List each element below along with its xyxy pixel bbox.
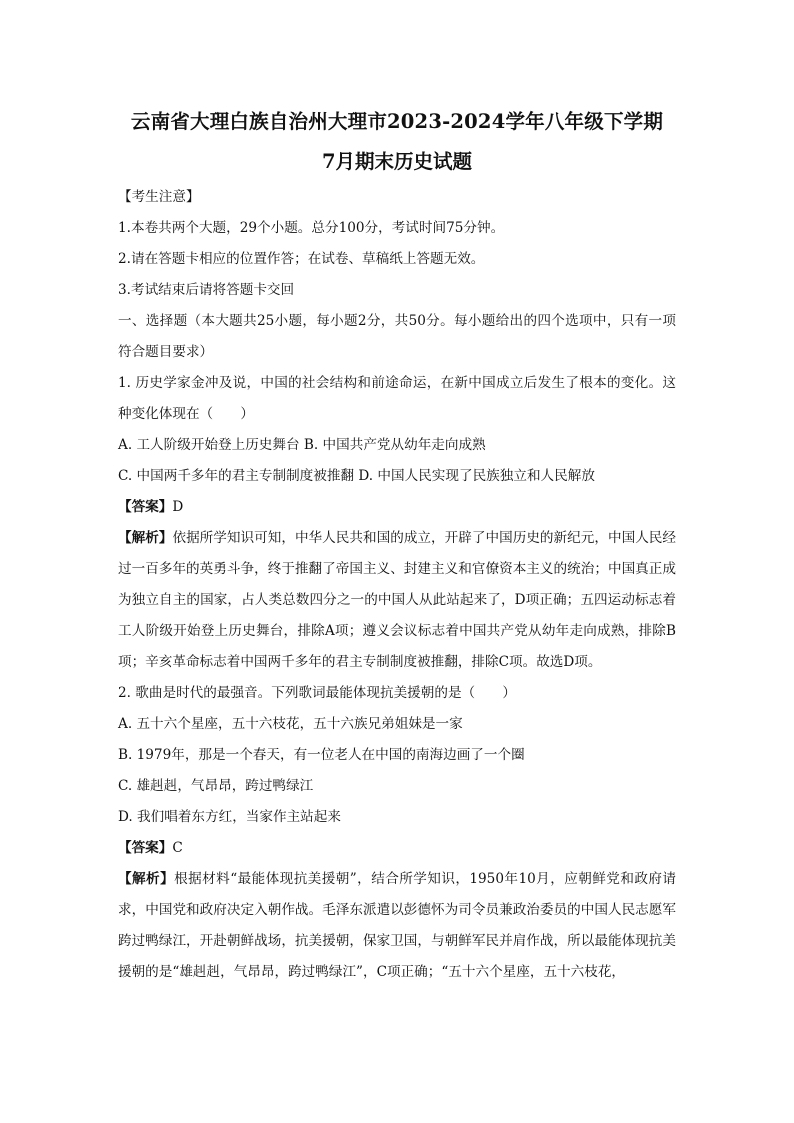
question-option: C. 雄赳赳，气昂昂，跨过鸭绿江 bbox=[118, 778, 314, 794]
answer-line bbox=[118, 833, 676, 864]
answer-label: 【答案】 bbox=[118, 499, 173, 515]
section-heading: 一、选择题（本大题共25小题，每小题2分，共50分。每小题给出的四个选项中，只有一项符合题目要求） bbox=[118, 313, 676, 360]
analysis-label: 【解析】 bbox=[118, 871, 175, 887]
question-option: A. 五十六个星座，五十六枝花，五十六族兄弟姐妹是一家 bbox=[118, 716, 463, 732]
analysis-text: 根据材料“最能体现抗美援朝”，结合所学知识，1950年10月，应朝鲜党和政府请求，中国党和政府决定入朝作战。毛泽东派遣以彭德怀为司令员兼政治委员的中国人民志愿军跨过鸭绿江，开赴朝鲜战场，抗美援朝，保家卫国，与朝鲜军民并肩作战，所以最能体现抗美援朝的是“雄赳赳，气昂昂，跨过鸭绿江”，C项正确；“五十六个星座，五十六枝花， bbox=[118, 871, 676, 980]
document-title bbox=[118, 102, 676, 182]
answer-label: 【答案】 bbox=[118, 840, 173, 856]
analysis-paragraph bbox=[118, 864, 676, 988]
notice-item: 1.本卷共两个大题，29个小题。总分100分，考试时间75分钟。 bbox=[118, 220, 505, 236]
notice-item: 2.请在答题卡相应的位置作答；在试卷、草稿纸上答题无效。 bbox=[118, 251, 485, 267]
answer-value: D bbox=[172, 499, 184, 515]
question-option: B. 1979年，那是一个春天，有一位老人在中国的南海边画了一个圈 bbox=[118, 747, 525, 763]
question-option: D. 我们唱着东方红，当家作主站起来 bbox=[118, 809, 341, 825]
question-options-line: C. 中国两千多年的君主专制制度被推翻 D. 中国人民实现了民族独立和人民解放 bbox=[118, 468, 595, 484]
analysis-paragraph bbox=[118, 523, 676, 678]
question-stem: 2. 歌曲是时代的最强音。下列歌词最能体现抗美援朝的是（ ） bbox=[118, 685, 516, 701]
analysis-text: 依据所学知识可知，中华人民共和国的成立，开辟了中国历史的新纪元，中国人民经过一百多年的英勇斗争，终于推翻了帝国主义、封建主义和官僚资本主义的统治；中国真正成为独立自主的国家，占人类总数四分之一的中国人从此站起来了，D项正确；五四运动标志着工人阶级开始登上历史舞台，排除A项；遵义会议标志着中国共产党从幼年走向成熟，排除B项；辛亥革命标志着中国两千多年的君主专制制度被推翻，排除C项。故选D项。 bbox=[118, 530, 677, 670]
question-stem: 1. 历史学家金冲及说，中国的社会结构和前途命运，在新中国成立后发生了根本的变化。这种变化体现在（ ） bbox=[118, 375, 676, 422]
notice-header: 【考生注意】 bbox=[118, 189, 200, 205]
notice-item: 3.考试结束后请将答题卡交回 bbox=[118, 282, 295, 298]
title-line-2: 7月期末历史试题 bbox=[321, 150, 473, 173]
answer-value: C bbox=[172, 840, 183, 856]
analysis-label: 【解析】 bbox=[118, 530, 173, 546]
title-line-1: 云南省大理白族自治州大理市2023-2024学年八年级下学期 bbox=[130, 110, 664, 133]
answer-line bbox=[118, 492, 676, 523]
question-options-line: A. 工人阶级开始登上历史舞台 B. 中国共产党从幼年走向成熟 bbox=[118, 437, 486, 453]
